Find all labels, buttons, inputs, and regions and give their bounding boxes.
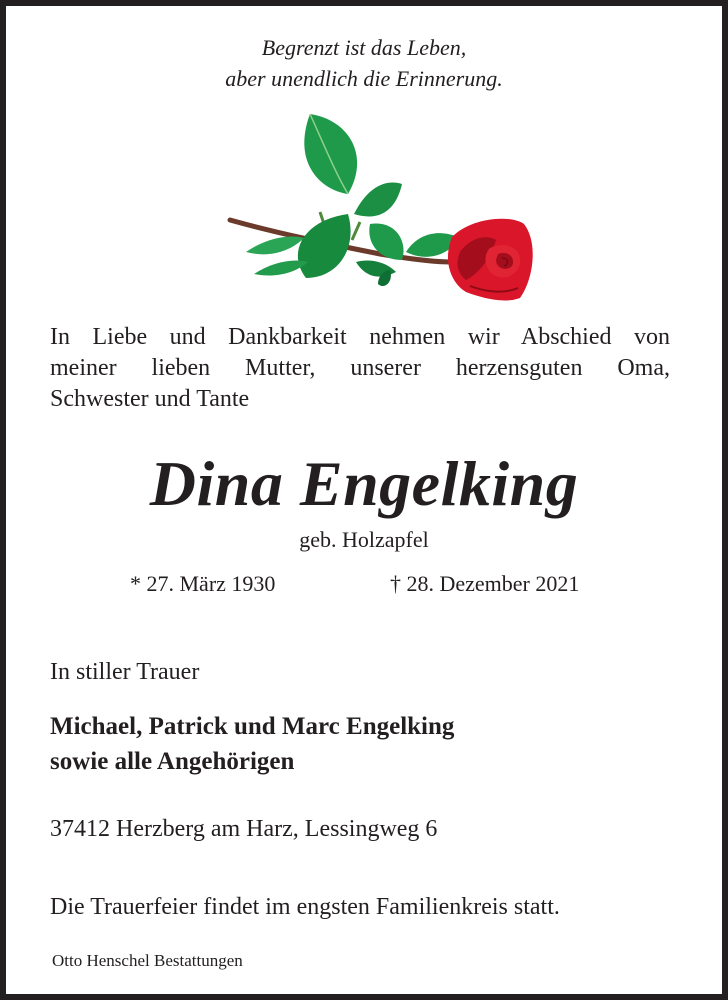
maiden-name: geb. Holzapfel — [299, 527, 429, 552]
intro-line-3: Schwester und Tante — [50, 386, 250, 412]
family-line-2: sowie alle Angehörigen — [50, 748, 295, 775]
motto-line-2: aber unendlich die Erinnerung. — [225, 66, 503, 91]
mourning-heading: In stiller Trauer — [50, 659, 200, 685]
motto-line-1: Begrenzt ist das Leben, — [261, 35, 467, 60]
intro-paragraph — [50, 322, 670, 415]
family-names — [50, 709, 454, 779]
intro-line-2: meiner lieben Mutter, unserer herzensguten Oma, — [50, 355, 670, 381]
deceased-name: Dina Engelking — [149, 448, 579, 519]
obituary-notice — [6, 6, 722, 994]
red-rose-icon — [220, 102, 540, 302]
family-address: 37412 Herzberg am Harz, Lessingweg 6 — [50, 816, 438, 842]
family-line-1: Michael, Patrick und Marc Engelking — [50, 713, 455, 740]
intro-line-1: In Liebe und Dankbarkeit nehmen wir Abschied von — [50, 324, 670, 350]
death-date: † 28. Dezember 2021 — [390, 571, 580, 596]
birth-date: * 27. März 1930 — [130, 571, 276, 596]
motto-quote — [6, 32, 722, 94]
funeral-note: Die Trauerfeier findet im engsten Familienkreis statt. — [50, 894, 560, 920]
undertaker-name: Otto Henschel Bestattungen — [52, 951, 243, 970]
